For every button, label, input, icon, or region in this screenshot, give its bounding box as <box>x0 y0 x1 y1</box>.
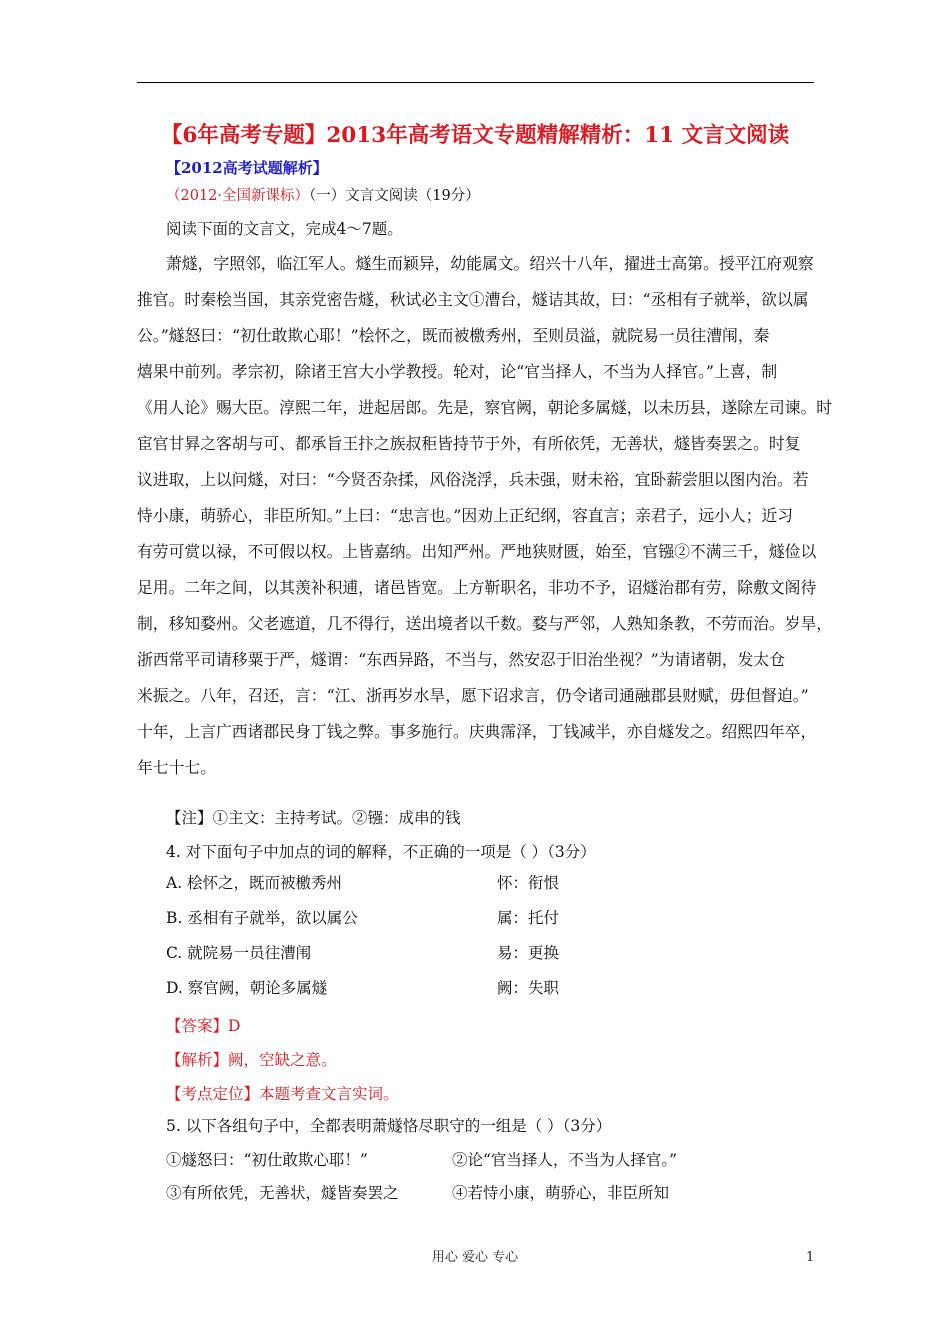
source-line <box>166 186 480 206</box>
answer: 【答案】D <box>166 1017 241 1035</box>
question-stem: 5. 以下各组句子中，全都表明萧燧恪尽职守的一组是（ ）（3分） <box>166 1117 612 1135</box>
page-number: 1 <box>806 1250 815 1265</box>
passage-line: 恃小康，萌骄心，非臣所知。”上曰：“忠言也。”因劝上正纪纲，容直言；亲君子，远小人；近习 <box>137 506 794 525</box>
option-d-gloss: 阙：失职 <box>497 979 560 997</box>
option-c: C. 就院易一员往漕闱 <box>166 944 312 962</box>
passage-line: 年七十七。 <box>137 758 216 777</box>
passage-line: 公。”燧怒曰：“初仕敢欺心耶！”桧怀之，既而被檄秀州，至则员溢，就院易一员往漕闱，秦 <box>137 326 770 345</box>
option-b-gloss: 属：托付 <box>497 909 560 927</box>
point: 【考点定位】本题考查文言实词。 <box>166 1085 399 1103</box>
passage-line: 制，移知婺州。父老遮道，几不得行，送出境者以千数。婺与严邻，人熟知条教，不劳而治。岁旱， <box>137 614 833 633</box>
option-a: A. 桧怀之，既而被檄秀州 <box>166 874 343 892</box>
source-desc: （一）文言文阅读（19分） <box>309 188 480 204</box>
footer-text: 用心 爱心 专心 <box>431 1250 519 1265</box>
choice-pair-left: ①燧怒曰：“初仕敢欺心耶！” <box>166 1151 368 1169</box>
section-heading: 【2012高考试题解析】 <box>166 159 328 177</box>
passage-line: 熺果中前列。孝宗初，除诸王宫大小学教授。轮对，论“官当择人，不当为人择官。”上喜，制 <box>137 362 778 381</box>
passage-line: 推官。时秦桧当国，其亲党密告燧，秋试必主文①漕台，燧诘其故，曰：“丞相有子就举，欲以属 <box>137 290 809 309</box>
passage-line: 《用人论》赐大臣。淳熙二年，进起居郎。先是，察官阙，朝论多属燧，以未历县，遂除左司谏。时 <box>137 398 833 417</box>
choice-pair-right: ②论“官当择人，不当为人择官。” <box>452 1151 678 1169</box>
option-c-gloss: 易：更换 <box>497 944 560 962</box>
passage-line: 有劳可赏以禄，不可假以权。上皆嘉纳。出知严州。严地狭财匮，始至，官镪②不满三千，燧俭以 <box>137 542 817 561</box>
option-b: B. 丞相有子就举，欲以属公 <box>166 909 358 927</box>
passage-line: 议进取，上以问燧，对曰：“今贤否杂揉，风俗浇浮，兵未强，财未裕，宜卧薪尝胆以图内治。若 <box>137 470 809 489</box>
passage-line: 米振之。八年，召还，言：“江、浙再岁水旱，愿下诏求言，仍令诸司通融郡县财赋，毋但督迫。” <box>137 686 809 705</box>
note: 【注】①主文：主持考试。②镪：成串的钱 <box>166 809 461 827</box>
instruction: 阅读下面的文言文，完成4～7题。 <box>166 220 403 238</box>
passage-line: 浙西常平司请移粟于严，燧谓：“东西异路，不当与，然安忍于旧治坐视？”为请诸朝，发太仓 <box>137 650 786 669</box>
choice-pair-left: ③有所依凭，无善状，燧皆奏罢之 <box>166 1184 399 1202</box>
option-a-gloss: 怀：衔恨 <box>497 874 560 892</box>
passage-line: 宦官甘昪之客胡与可、都承旨王抃之族叔秬皆持节于外，有所依凭，无善状，燧皆奏罢之。时复 <box>137 434 801 453</box>
passage-line: 萧燧，字照邻，临江军人。燧生而颖异，幼能属文。绍兴十八年，擢进士高第。授平江府观察 <box>166 254 814 273</box>
option-d: D. 察官阙，朝论多属燧 <box>166 979 328 997</box>
choice-pair-right: ④若恃小康，萌骄心，非臣所知 <box>452 1184 670 1202</box>
analysis: 【解析】阙，空缺之意。 <box>166 1051 337 1069</box>
document-title: 【6年高考专题】2013年高考语文专题精解精析：11 文言文阅读 <box>160 123 790 148</box>
passage-line: 十年，上言广西诸郡民身丁钱之弊。事多施行。庆典霈泽，丁钱减半，亦自燧发之。绍熙四年卒， <box>137 722 817 741</box>
header-rule <box>137 82 814 83</box>
source-tag: （2012·全国新课标） <box>166 188 310 204</box>
passage-line: 足用。二年之间，以其羡补积逋，诸邑皆宽。上方靳职名，非功不予，诏燧治郡有劳，除敷文阁待 <box>137 578 817 597</box>
question-stem: 4. 对下面句子中加点的词的解释，不正确的一项是（ ）（3分） <box>166 843 596 861</box>
